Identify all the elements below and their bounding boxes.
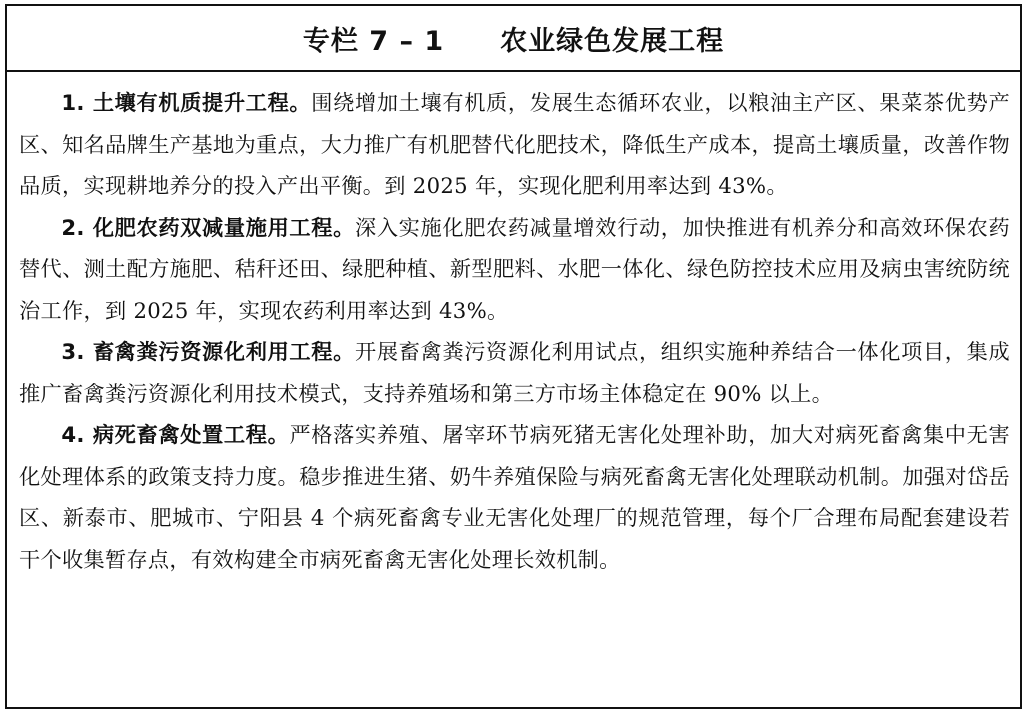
item-lead: 3. 畜禽粪污资源化利用工程。	[61, 339, 355, 364]
column-label: 专栏 7 – 1	[302, 25, 445, 57]
item-text: 开展畜禽粪污资源化利用试点，组织实施种养结合一体化项目，集成推广畜禽粪污资源化利用技术模式，支持养殖场和第三方市场主体稳定在 90% 以上。	[19, 339, 1010, 406]
item-fertilizer-pesticide-reduction	[19, 207, 1010, 332]
item-lead: 2. 化肥农药双减量施用工程。	[61, 214, 355, 240]
item-text: 严格落实养殖、屠宰环节病死猪无害化处理补助，加大对病死畜禽集中无害化处理体系的政策支持力度。稳步推进生猪、奶牛养殖保险与病死畜禽无害化处理联动机制。加强对岱岳区、新泰市、肥城市、宁阳县 4 个病死畜禽专业无害化处理厂的规范管理，每个厂合理布局配套建设若干个收集暂存点，有效构建全市病死畜禽无害化处理长效机制。	[19, 422, 1010, 572]
item-soil-organic-matter	[19, 82, 1010, 207]
item-manure-utilization	[19, 331, 1010, 414]
column-header	[7, 6, 1020, 72]
item-dead-livestock-disposal	[19, 414, 1010, 580]
item-lead: 1. 土壤有机质提升工程。	[61, 90, 312, 115]
column-box	[5, 4, 1022, 709]
item-lead: 4. 病死畜禽处置工程。	[61, 422, 290, 447]
column-title: 农业绿色发展工程	[500, 25, 725, 57]
item-text: 深入实施化肥农药减量增效行动，加快推进有机养分和高效环保农药替代、测土配方施肥、秸秆还田、绿肥种植、新型肥料、水肥一体化、绿色防控技术应用及病虫害统防统治工作，到 2025 年，实现农药利用率达到 43%。	[19, 214, 1010, 323]
item-text: 围绕增加土壤有机质，发展生态循环农业，以粮油主产区、果菜茶优势产区、知名品牌生产基地为重点，大力推广有机肥替代化肥技术，降低生产成本，提高土壤质量，改善作物品质，实现耕地养分的投入产出平衡。到 2025 年，实现化肥利用率达到 43%。	[19, 90, 1010, 198]
column-content	[7, 72, 1020, 580]
